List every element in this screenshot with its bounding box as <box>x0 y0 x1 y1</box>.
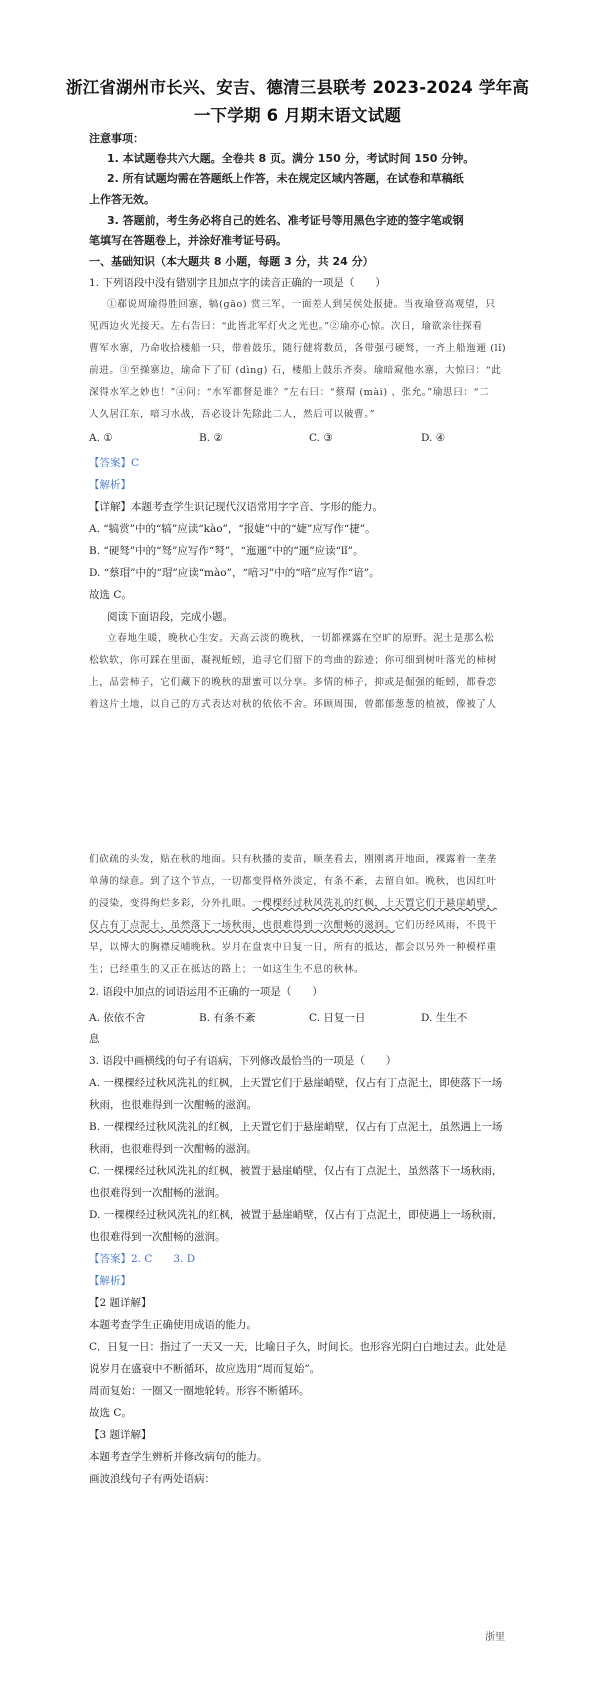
notice-item-3b: 笔填写在答题卷上，并涂好准考证号码。 <box>89 234 287 247</box>
q3-detail-heading: 【3 题详解】 <box>89 1429 152 1441</box>
q1-text-line: 人久居江东，喑习水战，吾必设计先除此二人，然后可以破曹。” <box>89 409 376 420</box>
q1-option-c: C. ③ <box>309 432 333 444</box>
passage-line: 仅占有丁点泥土，虽然落下一场秋雨，也很难得到一次酣畅的滋润。它们历经风雨，不畏干 <box>89 920 497 931</box>
passage-line: 松软软，你可踩在里面，凝视蚯蚓，追寻它们留下的弯曲的踪迹；你可细到树叶落光的柿树 <box>89 655 497 666</box>
q3-option-b: B. 一棵棵经过秋风洗礼的红枫，上天置它们于悬崖峭壁，仅占有丁点泥土，虽然遇上一场 <box>89 1121 503 1133</box>
q3-stem: 3. 语段中画横线的句子有语病，下列修改最恰当的一项是（ ） <box>89 1055 397 1067</box>
q2-q3-analysis-label: 【解析】 <box>89 1275 131 1287</box>
q3-option-c: C. 一棵棵经过秋风洗礼的红枫，被置于悬崖峭壁，仅占有丁点泥土，虽然落下一场秋雨， <box>89 1165 503 1177</box>
document-title-line-2: 一下学期 6 月期末语文试题 <box>193 106 402 125</box>
q1-stem: 1. 下列语段中没有错别字且加点字的读音正确的一项是（ ） <box>89 277 386 289</box>
document-title-line-1: 浙江省湖州市长兴、安吉、德清三县联考 2023-2024 学年高 <box>65 78 530 97</box>
passage-line: 着这片土地，以自己的方式表达对秋的依依不舍。环顾周围，曾都郁葱葱的植被，像被了人 <box>89 699 497 710</box>
q3-option-a-cont: 秋雨，也很难得到一次酣畅的滋润。 <box>89 1099 257 1111</box>
q1-detail-b: B. “硬驽”中的“驽”应写作“弩”，“迤逦”中的“逦”应读“lǐ”。 <box>89 545 364 557</box>
q3-option-b-cont: 秋雨，也很难得到一次酣畅的滋润。 <box>89 1143 257 1155</box>
notice-item-2a: 2. 所有试题均需在答题纸上作答，未在规定区域内答题，在试卷和草稿纸 <box>107 172 464 185</box>
q1-conclusion: 故选 C。 <box>89 589 132 601</box>
q1-answer: 【答案】C <box>89 457 140 469</box>
passage-line: 上，品尝柿子，它们藏下的晚秋的甜蜜可以分享。多情的柿子，抑或是倔强的蚯蚓，都眷恋 <box>89 677 497 688</box>
q2-detail-conclusion: 故选 C。 <box>89 1407 132 1419</box>
notice-heading: 注意事项： <box>89 132 144 145</box>
q3-option-d: D. 一棵棵经过秋风洗礼的红枫，被置于悬崖峭壁，仅占有丁点泥土，即使遇上一场秋雨， <box>89 1209 503 1221</box>
q3-option-d-cont: 也很难得到一次酣畅的滋润。 <box>89 1231 226 1243</box>
q1-text-line: ①郗说周瑜得胜回寨，犒(gāo) 赏三军，一面差人到吴侯处报捷。当夜瑜登高观望，只 <box>107 299 496 310</box>
q1-text-line: 前进。③至操寨边，瑜命下了矴 (dìng) 石，楼船上鼓乐齐奏。瑜暗窥他水寨，大惊曰：“此 <box>89 365 502 376</box>
section-1-heading: 一、基础知识（本大题共 8 小题，每题 3 分，共 24 分） <box>89 255 374 268</box>
q1-text-line: 曹军水寨，乃命收拾楼船一只，带着鼓乐，随行健将数员，各带强弓硬驽，一齐上船迤逦 (lǐ) <box>89 343 507 354</box>
notice-item-2b: 上作答无效。 <box>89 193 155 206</box>
q1-detail-a: A. “犒赏”中的“犒”应读“kào”，“报婕”中的“婕”应写作“捷”。 <box>89 523 376 535</box>
q2-detail-line: C．日复一日：指过了一天又一天，比喻日子久，时间长。也形容光阴白白地过去。此处是 <box>89 1341 507 1353</box>
q2-detail-line: 说岁月在盛衰中不断循环，故应选用“周而复始”。 <box>89 1363 321 1375</box>
blank-gap <box>0 718 595 848</box>
q1-option-b: B. ② <box>199 432 223 444</box>
q1-option-a: A. ① <box>89 432 113 444</box>
q3-detail-line: 本题考查学生辨析并修改病句的能力。 <box>89 1451 268 1463</box>
wavy-underlined-sentence: 仅占有丁点泥土，虽然落下一场秋雨，也很难得到一次酣畅的滋润。 <box>89 920 395 931</box>
passage-line: 立春地生暖，晚秋心生安。天高云淡的晚秋，一切都裸露在空旷的原野。泥土是那么松 <box>107 633 495 644</box>
q1-text-line: 深得水军之妙也！”④问：“水军都督是谁？”左右曰：“蔡瑁 (mài) 、张允。”瑜思曰：“二 <box>89 387 490 398</box>
q2-option-a: A. 依依不舍 <box>89 1012 146 1024</box>
q2-detail-line: 本题考查学生正确使用成语的能力。 <box>89 1319 257 1331</box>
passage-line: 的浸染，变得绚烂多彩，分外扎眼。一棵棵经过秋风洗礼的红枫，上天置它们于悬崖峭壁， <box>89 898 497 909</box>
passage-line: 们砍疏的头发，贴在秋的地面。只有秋播的麦苗，顺垄看去，刚刚离开地面，裸露着一垄垄 <box>89 854 497 865</box>
q1-text-line: 见西边火光接天。左右告曰：“此皆北军灯火之光也。”②瑜亦心惊。次日，瑜欲亲往探看 <box>89 321 483 332</box>
notice-item-3a: 3. 答题前，考生务必将自己的姓名、准考证号等用黑色字迹的签字笔或钢 <box>107 214 464 227</box>
q3-option-a: A. 一棵棵经过秋风洗礼的红枫，上天置它们于悬崖峭壁，仅占有丁点泥土，即使落下一场 <box>89 1077 503 1089</box>
notice-item-1: 1. 本试题卷共六大题。全卷共 8 页。满分 150 分，考试时间 150 分钟。 <box>107 152 475 165</box>
passage-line: 单薄的绿意。到了这个节点，一切都变得格外淡定，有条不紊，去留自如。晚秋，也因红叶 <box>89 876 497 887</box>
passage-line: 生；已经重生的又正在抵达的路上；一如这生生不息的秋林。 <box>89 964 365 975</box>
q1-detail: 【详解】本题考查学生识记现代汉语常用字字音、字形的能力。 <box>89 501 383 513</box>
q2-detail-heading: 【2 题详解】 <box>89 1297 152 1309</box>
q2-q3-answer: 【答案】2. C 3. D <box>89 1253 196 1265</box>
passage-intro: 阅读下面语段，完成小题。 <box>107 611 233 623</box>
q2-option-d-tail: 息 <box>89 1033 100 1045</box>
q1-analysis-label: 【解析】 <box>89 479 131 491</box>
q1-detail-d: D. “蔡瑁”中的“瑁”应读“mào”，“喑习”中的“喑”应写作“谙”。 <box>89 567 380 579</box>
q3-option-c-cont: 也很难得到一次酣畅的滋润。 <box>89 1187 226 1199</box>
passage-line: 旱，以博大的胸襟反哺晚秋。岁月在盘衷中日复一日，所有的抵达，都会以另外一种模样重 <box>89 942 497 953</box>
wavy-underlined-sentence: 一棵棵经过秋风洗礼的红枫，上天置它们于悬崖峭壁， <box>252 898 497 909</box>
q2-detail-line: 周而复始：一圈又一圈地轮转。形容不断循环。 <box>89 1385 310 1397</box>
q2-option-d: D. 生生不 <box>421 1012 468 1024</box>
q2-option-b: B. 有条不紊 <box>199 1012 256 1024</box>
q3-detail-line: 画波浪线句子有两处语病： <box>89 1473 215 1485</box>
page-footer: 浙里 <box>485 1632 505 1643</box>
q1-option-d: D. ④ <box>421 432 446 444</box>
q2-stem: 2. 语段中加点的词语运用不正确的一项是（ ） <box>89 986 323 998</box>
q2-option-c: C. 日复一日 <box>309 1012 366 1024</box>
